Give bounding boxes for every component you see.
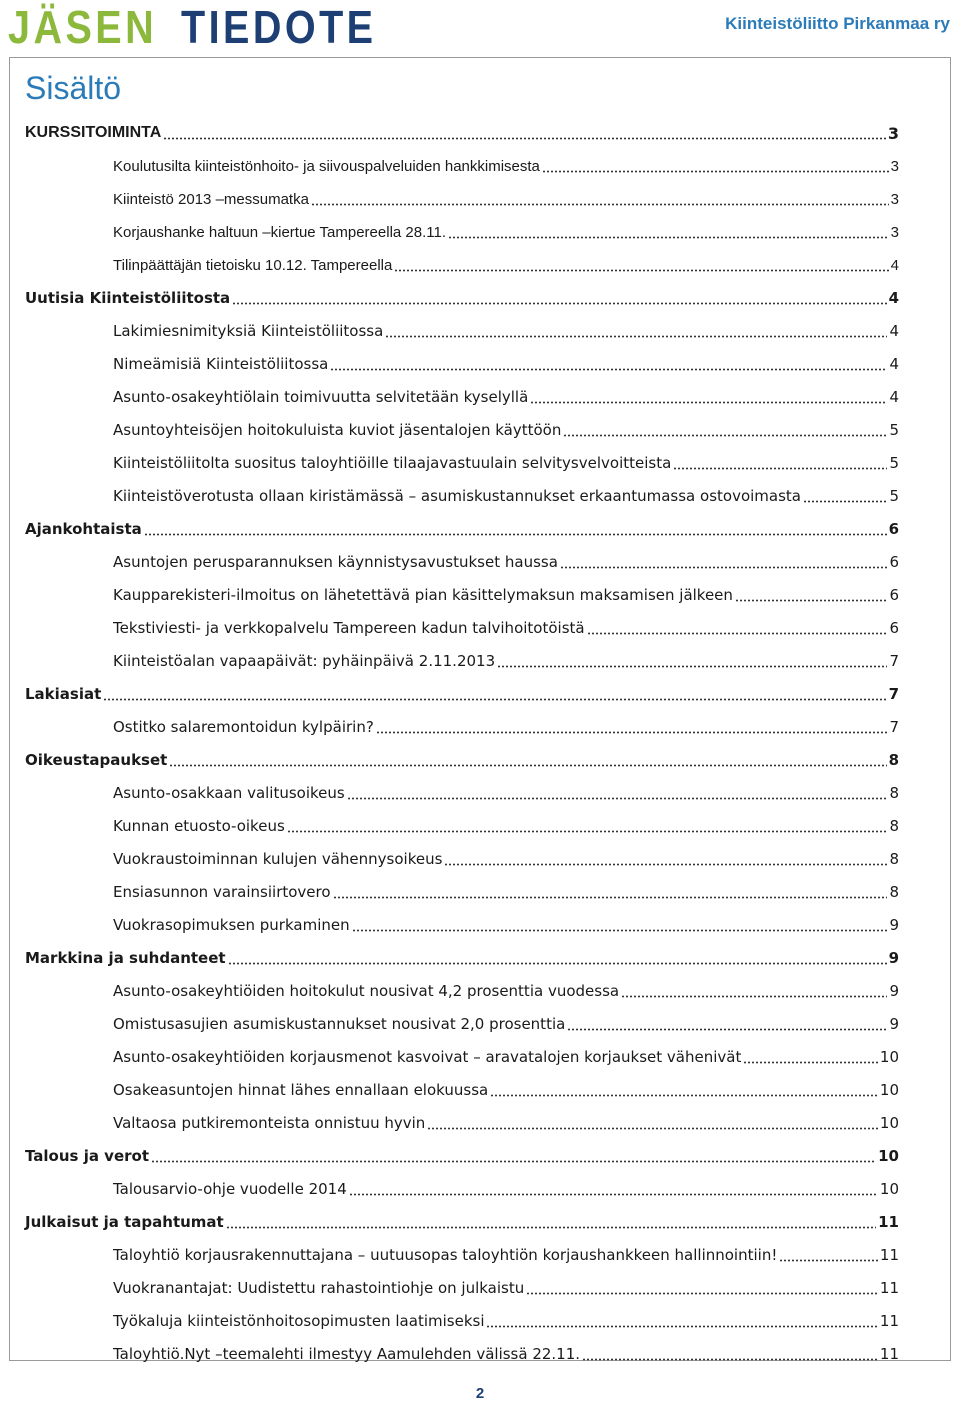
toc-entry-text: Talous ja verot: [25, 1147, 150, 1165]
toc-subentry[interactable]: [113, 1239, 899, 1271]
toc-section[interactable]: [25, 1206, 899, 1238]
dot-leader: [530, 390, 887, 404]
toc-title: Sisältö: [25, 70, 122, 106]
toc-page-number: 5: [889, 487, 899, 505]
toc-page-number: 8: [889, 784, 899, 802]
toc-page-number: 5: [889, 421, 899, 439]
toc-entry-text: Uutisia Kiinteistöliitosta: [25, 289, 231, 307]
toc-page-number: 6: [889, 586, 899, 604]
toc-entry-text: Kiinteistöliitolta suositus taloyhtiöille tilaajavastuulain selvitysvelvoitteista: [113, 454, 672, 472]
toc-entry-text: Oikeustapaukset: [25, 751, 168, 769]
masthead-tiedote: TIEDOTE: [181, 1, 377, 53]
toc-page-number: 8: [889, 883, 899, 901]
dot-leader: [330, 357, 887, 371]
dot-leader: [394, 258, 888, 272]
toc-entry-text: Ensiasunnon varainsiirtovero: [113, 883, 331, 901]
toc-section[interactable]: [25, 678, 899, 710]
toc-subentry[interactable]: [113, 1173, 899, 1205]
toc-subentry[interactable]: [113, 348, 899, 380]
toc-page-number: 10: [878, 1147, 899, 1165]
toc-page-number: 11: [879, 1312, 899, 1330]
toc-subentry[interactable]: [113, 150, 899, 182]
dot-leader: [563, 423, 887, 437]
dot-leader: [232, 291, 886, 305]
toc-subentry[interactable]: [113, 216, 899, 248]
toc-page-number: 10: [879, 1180, 899, 1198]
toc-subentry[interactable]: [113, 183, 899, 215]
toc-page-number: 3: [890, 223, 899, 241]
toc-subentry[interactable]: [113, 777, 899, 809]
dot-leader: [490, 1083, 878, 1097]
dot-leader: [333, 885, 888, 899]
dot-leader: [385, 324, 887, 338]
toc-subentry[interactable]: [113, 810, 899, 842]
toc-page-number: 7: [888, 685, 899, 703]
dot-leader: [144, 522, 887, 536]
toc-subentry[interactable]: [113, 843, 899, 875]
toc-section[interactable]: [25, 942, 899, 974]
toc-entry-text: Kiinteistöalan vapaapäivät: pyhäinpäivä 2.11.2013: [113, 652, 496, 670]
toc-entry-text: Nimeämisiä Kiinteistöliitossa: [113, 355, 329, 373]
toc-entry-text: Ajankohtaista: [25, 520, 142, 538]
toc-entry-text: Kunnan etuosto-oikeus: [113, 817, 285, 835]
toc-subentry[interactable]: [113, 612, 899, 644]
dot-leader: [427, 1116, 878, 1130]
toc-entry-text: Asunto-osakeyhtiöiden hoitokulut nousivat 4,2 prosenttia vuodessa: [113, 982, 620, 1000]
dot-leader: [587, 621, 888, 635]
toc-page-number: 7: [889, 718, 899, 736]
toc-entry-text: Markkina ja suhdanteet: [25, 949, 226, 967]
dot-leader: [779, 1248, 878, 1262]
toc-entry-text: Vuokranantajat: Uudistettu rahastointiohje on julkaistu: [113, 1279, 525, 1297]
dot-leader: [169, 753, 886, 767]
toc-entry-text: Asuntoyhteisöjen hoitokuluista kuviot jäsentalojen käyttöön: [113, 421, 562, 439]
toc-page-number: 11: [879, 1345, 899, 1363]
dot-leader: [228, 951, 887, 965]
masthead-logo: [8, 1, 409, 53]
dot-leader: [560, 555, 888, 569]
toc-section[interactable]: [25, 117, 899, 149]
toc-entry-text: Asunto-osakeyhtiölain toimivuutta selvitetään kyselyllä: [113, 388, 529, 406]
toc-subentry[interactable]: [113, 876, 899, 908]
toc-entry-text: Tekstiviesti- ja verkkopalvelu Tampereen kadun talvihoitotöistä: [113, 619, 585, 637]
dot-leader: [376, 720, 888, 734]
toc-section[interactable]: [25, 1140, 899, 1172]
dot-leader: [163, 126, 886, 140]
toc-page-number: 6: [889, 619, 899, 637]
toc-page-number: 4: [890, 256, 899, 274]
dot-leader: [673, 456, 887, 470]
toc-entry-text: Asuntojen perusparannuksen käynnistysavustukset haussa: [113, 553, 558, 571]
toc-page-number: 9: [889, 1015, 899, 1033]
toc-subentry[interactable]: [113, 315, 899, 347]
toc-page-number: 8: [888, 751, 899, 769]
toc-subentry[interactable]: [113, 1272, 899, 1304]
toc-subentry[interactable]: [113, 546, 899, 578]
toc-page-number: 4: [889, 388, 899, 406]
toc-page-number: 3: [890, 157, 899, 175]
toc-page-number: 9: [888, 949, 899, 967]
toc-entry-text: Ostitko salaremontoidun kylpäirin?: [113, 718, 374, 736]
page-number: 2: [475, 1385, 485, 1402]
toc-page-number: 8: [889, 850, 899, 868]
toc-entry-text: Vuokrasopimuksen purkaminen: [113, 916, 350, 934]
toc-page-number: 7: [889, 652, 899, 670]
toc-subentry[interactable]: [113, 1305, 899, 1337]
toc-subentry[interactable]: [113, 975, 899, 1007]
toc-section[interactable]: [25, 282, 899, 314]
toc-page-number: 10: [879, 1114, 899, 1132]
toc-page-number: 4: [888, 289, 899, 307]
toc-entry-text: Asunto-osakkaan valitusoikeus: [113, 784, 345, 802]
toc-page-number: 4: [889, 355, 899, 373]
toc-page-number: 4: [889, 322, 899, 340]
toc-entry-text: Valtaosa putkiremonteista onnistuu hyvin: [113, 1114, 426, 1132]
toc-subentry[interactable]: [113, 1074, 899, 1106]
toc-entry-text: Lakiasiat: [25, 685, 102, 703]
dot-leader: [526, 1281, 878, 1295]
toc-section[interactable]: [25, 744, 899, 776]
toc-entry-text: Taloyhtiö.Nyt –teemalehti ilmestyy Aamulehden välissä 22.11.: [113, 1345, 581, 1363]
dot-leader: [352, 918, 888, 932]
toc-entry-text: Osakeasuntojen hinnat lähes ennallaan elokuussa: [113, 1081, 489, 1099]
toc-page-number: 8: [889, 817, 899, 835]
dot-leader: [567, 1017, 887, 1031]
toc-subentry[interactable]: [113, 1008, 899, 1040]
toc-entry-text: Kiinteistö 2013 –messumatka: [113, 190, 309, 208]
toc-subentry[interactable]: [113, 1338, 899, 1370]
dot-leader: [103, 687, 886, 701]
dot-leader: [349, 1182, 878, 1196]
dot-leader: [444, 852, 887, 866]
toc-entry-text: Taloyhtiö korjausrakennuttajana – uutuusopas taloyhtiön korjaushankkeen hallinnointiin!: [113, 1246, 778, 1264]
toc-subentry[interactable]: [113, 414, 899, 446]
toc-entry-text: Korjaushanke haltuun –kiertue Tampereella 28.11.: [113, 223, 447, 241]
toc-entry-text: Omistusasujien asumiskustannukset nousivat 2,0 prosenttia: [113, 1015, 566, 1033]
toc-page-number: 6: [888, 520, 899, 538]
toc-entry-text: Työkaluja kiinteistönhoitosopimusten laatimiseksi: [113, 1312, 485, 1330]
toc-page-number: 5: [889, 454, 899, 472]
dot-leader: [497, 654, 887, 668]
toc-page-number: 3: [887, 123, 899, 143]
masthead-jasen: JÄSEN: [8, 1, 158, 53]
toc-entry-text: Asunto-osakeyhtiöiden korjausmenot kasvoivat – aravatalojen korjaukset vähenivät: [113, 1048, 742, 1066]
toc-page-number: 9: [889, 916, 899, 934]
toc-page-number: 11: [878, 1213, 899, 1231]
organization-name: Kiinteistöliitto Pirkanmaa ry: [725, 14, 950, 33]
dot-leader: [486, 1314, 877, 1328]
toc-page-number: 11: [879, 1279, 899, 1297]
toc-page-number: 10: [879, 1081, 899, 1099]
toc-subentry[interactable]: [113, 645, 899, 677]
toc-page-number: 9: [889, 982, 899, 1000]
dot-leader: [226, 1215, 876, 1229]
toc-subentry[interactable]: [113, 480, 899, 512]
dot-leader: [582, 1347, 878, 1361]
toc-entry-text: Lakimiesnimityksiä Kiinteistöliitossa: [113, 322, 384, 340]
dot-leader: [448, 225, 889, 239]
toc-subentry[interactable]: [113, 579, 899, 611]
toc-entry-text: Kiinteistöverotusta ollaan kiristämässä – asumiskustannukset erkaantumassa ostovoimasta: [113, 487, 801, 505]
toc-entry-text: KURSSITOIMINTA: [25, 124, 162, 141]
toc-entry-text: Talousarvio-ohje vuodelle 2014: [113, 1180, 347, 1198]
toc-subentry[interactable]: [113, 249, 899, 281]
dot-leader: [621, 984, 887, 998]
dot-leader: [151, 1149, 876, 1163]
toc-page-number: 6: [889, 553, 899, 571]
dot-leader: [311, 192, 889, 206]
toc-page-number: 11: [879, 1246, 899, 1264]
toc-entry-text: Koulutusilta kiinteistönhoito- ja siivouspalveluiden hankkimisesta: [113, 157, 540, 175]
toc-subentry[interactable]: [113, 1041, 899, 1073]
toc-subentry[interactable]: [113, 1107, 899, 1139]
toc-subentry[interactable]: [113, 909, 899, 941]
dot-leader: [743, 1050, 878, 1064]
toc-subentry[interactable]: [113, 447, 899, 479]
dot-leader: [803, 489, 887, 503]
toc-section[interactable]: [25, 513, 899, 545]
toc-entry-text: Julkaisut ja tapahtumat: [25, 1213, 224, 1231]
dot-leader: [347, 786, 888, 800]
toc-entry-text: Tilinpäättäjän tietoisku 10.12. Tampereella: [113, 256, 393, 274]
dot-leader: [735, 588, 888, 602]
toc-entry-text: Vuokraustoiminnan kulujen vähennysoikeus: [113, 850, 443, 868]
dot-leader: [287, 819, 888, 833]
toc-page-number: 10: [879, 1048, 899, 1066]
dot-leader: [542, 159, 889, 173]
toc-page-number: 3: [890, 190, 899, 208]
toc-entry-text: Kaupparekisteri-ilmoitus on lähetettävä pian käsittelymaksun maksamisen jälkeen: [113, 586, 733, 604]
toc-subentry[interactable]: [113, 381, 899, 413]
toc-subentry[interactable]: [113, 711, 899, 743]
